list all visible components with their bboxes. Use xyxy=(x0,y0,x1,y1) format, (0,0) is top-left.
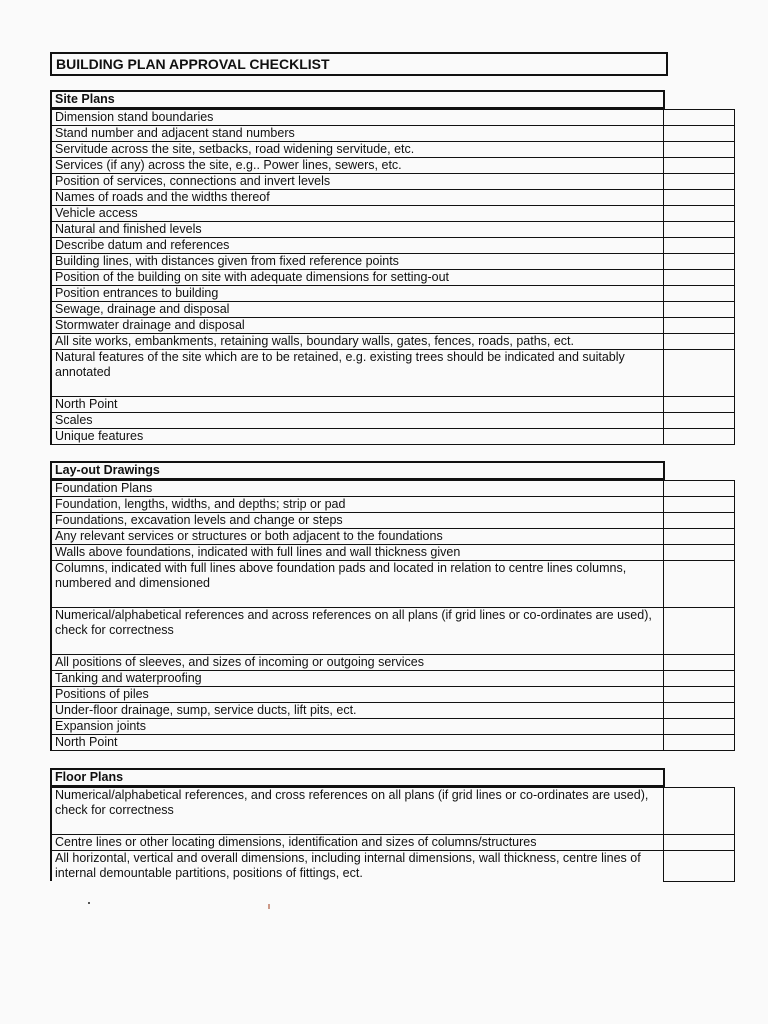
checklist-item: Positions of piles xyxy=(51,687,664,703)
check-box[interactable] xyxy=(664,851,735,882)
checklist-item: Position entrances to building xyxy=(51,286,664,302)
check-box[interactable] xyxy=(664,174,735,190)
checklist-item: All site works, embankments, retaining walls, boundary walls, gates, fences, roads, paths, ect. xyxy=(51,334,664,350)
check-box[interactable] xyxy=(664,545,735,561)
check-box[interactable] xyxy=(664,481,735,497)
check-box[interactable] xyxy=(664,142,735,158)
check-box[interactable] xyxy=(664,222,735,238)
checklist-item: Unique features xyxy=(51,429,664,445)
check-box[interactable] xyxy=(664,497,735,513)
checklist-item: Position of the building on site with adequate dimensions for setting-out xyxy=(51,270,664,286)
check-box[interactable] xyxy=(664,671,735,687)
checklist-item: All horizontal, vertical and overall dimensions, including internal dimensions, wall thickness, centre lines of internal demountable partitions, positions of fittings, ect. xyxy=(51,851,664,882)
checklist-item: North Point xyxy=(51,735,664,751)
check-box[interactable] xyxy=(664,835,735,851)
check-box[interactable] xyxy=(664,655,735,671)
section-layout-drawings xyxy=(50,461,732,751)
checklist-item: Servitude across the site, setbacks, road widening servitude, etc. xyxy=(51,142,664,158)
scan-speck xyxy=(268,904,270,909)
check-box[interactable] xyxy=(664,397,735,413)
check-box[interactable] xyxy=(664,413,735,429)
checklist-item: Dimension stand boundaries xyxy=(51,110,664,126)
checklist-item: Columns, indicated with full lines above foundation pads and located in relation to centre lines columns, numbered and dimensioned xyxy=(51,561,664,608)
section-heading: Floor Plans xyxy=(50,768,665,787)
checklist-item: Foundation, lengths, widths, and depths; strip or pad xyxy=(51,497,664,513)
check-box[interactable] xyxy=(664,719,735,735)
checklist-item: Walls above foundations, indicated with full lines and wall thickness given xyxy=(51,545,664,561)
check-box[interactable] xyxy=(664,334,735,350)
checklist-item: All positions of sleeves, and sizes of incoming or outgoing services xyxy=(51,655,664,671)
checklist-item: Stormwater drainage and disposal xyxy=(51,318,664,334)
check-box[interactable] xyxy=(664,608,735,655)
checklist-table xyxy=(50,787,735,882)
check-box[interactable] xyxy=(664,190,735,206)
check-box[interactable] xyxy=(664,238,735,254)
checklist-item: Any relevant services or structures or both adjacent to the foundations xyxy=(51,529,664,545)
checklist-item: Natural and finished levels xyxy=(51,222,664,238)
check-box[interactable] xyxy=(664,270,735,286)
section-heading: Site Plans xyxy=(50,90,665,109)
checklist-item: Names of roads and the widths thereof xyxy=(51,190,664,206)
check-box[interactable] xyxy=(664,735,735,751)
check-box[interactable] xyxy=(664,788,735,835)
check-box[interactable] xyxy=(664,110,735,126)
check-box[interactable] xyxy=(664,126,735,142)
checklist-item: Foundation Plans xyxy=(51,481,664,497)
check-box[interactable] xyxy=(664,687,735,703)
checklist-item: Foundations, excavation levels and change or steps xyxy=(51,513,664,529)
check-box[interactable] xyxy=(664,254,735,270)
check-box[interactable] xyxy=(664,703,735,719)
checklist-item: North Point xyxy=(51,397,664,413)
check-box[interactable] xyxy=(664,350,735,397)
checklist-item: Scales xyxy=(51,413,664,429)
checklist-item: Sewage, drainage and disposal xyxy=(51,302,664,318)
checklist-table xyxy=(50,480,735,751)
checklist-item: Expansion joints xyxy=(51,719,664,735)
check-box[interactable] xyxy=(664,561,735,608)
checklist-item: Centre lines or other locating dimensions, identification and sizes of columns/structures xyxy=(51,835,664,851)
section-floor-plans xyxy=(50,768,732,882)
checklist-item: Stand number and adjacent stand numbers xyxy=(51,126,664,142)
checklist-item: Services (if any) across the site, e.g.. Power lines, sewers, etc. xyxy=(51,158,664,174)
check-box[interactable] xyxy=(664,529,735,545)
check-box[interactable] xyxy=(664,158,735,174)
checklist-item: Vehicle access xyxy=(51,206,664,222)
section-heading: Lay-out Drawings xyxy=(50,461,665,480)
check-box[interactable] xyxy=(664,513,735,529)
scan-speck xyxy=(88,902,90,904)
checklist-item: Numerical/alphabetical references, and cross references on all plans (if grid lines or co-ordinates are used), check for correctness xyxy=(51,788,664,835)
page-title: BUILDING PLAN APPROVAL CHECKLIST xyxy=(50,52,668,76)
checklist-item: Natural features of the site which are to be retained, e.g. existing trees should be indicated and suitably annotated xyxy=(51,350,664,397)
check-box[interactable] xyxy=(664,318,735,334)
checklist-item: Describe datum and references xyxy=(51,238,664,254)
checklist-item: Building lines, with distances given from fixed reference points xyxy=(51,254,664,270)
section-site-plans xyxy=(50,90,732,445)
check-box[interactable] xyxy=(664,206,735,222)
checklist-item: Numerical/alphabetical references and across references on all plans (if grid lines or co-ordinates are used), check for correctness xyxy=(51,608,664,655)
checklist-item: Tanking and waterproofing xyxy=(51,671,664,687)
check-box[interactable] xyxy=(664,302,735,318)
checklist-item: Position of services, connections and invert levels xyxy=(51,174,664,190)
check-box[interactable] xyxy=(664,286,735,302)
checklist-item: Under-floor drainage, sump, service ducts, lift pits, ect. xyxy=(51,703,664,719)
check-box[interactable] xyxy=(664,429,735,445)
checklist-table xyxy=(50,109,735,445)
